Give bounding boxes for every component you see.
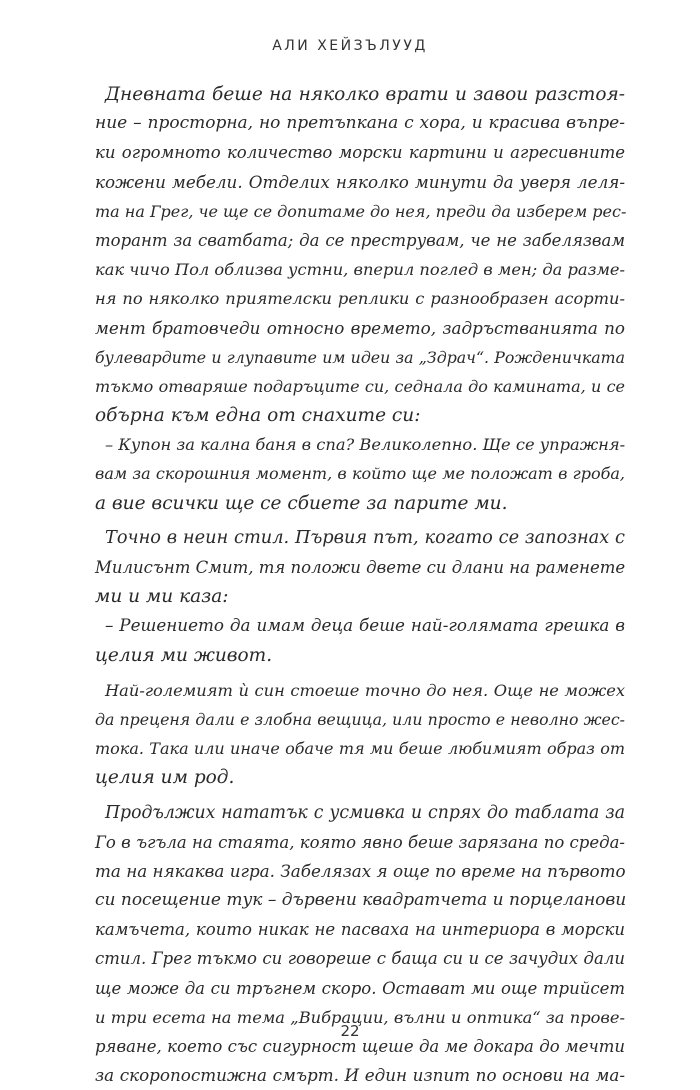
text-line: а вие всички ще се сбиете за парите ми. xyxy=(95,492,508,514)
text-line: целия ми живот. xyxy=(95,644,273,666)
text-line: ми и ми каза: xyxy=(95,586,229,608)
text-line: стил. Грег тъкмо си говореше с баща си и се зачудих дали xyxy=(95,949,625,969)
dialogue-line: – Купон за кална баня в спа? Великолепно. Ще се упражня- xyxy=(105,435,626,455)
text-line: обърна към една от снахите си: xyxy=(95,405,421,427)
text-line: кожени мебели. Отделих няколко минути да уверя леля- xyxy=(95,171,625,192)
text-line: вам за скорошния момент, в който ще ме положат в гроба, xyxy=(95,464,625,484)
text-line: да преценя дали е злобна вещица, или просто е неволно жес- xyxy=(95,709,625,729)
text-line: тока. Така или иначе обаче тя ми беше любимият образ от xyxy=(95,739,625,759)
text-line: Най-големият ѝ син стоеше точно до нея. Още не можех xyxy=(105,680,625,700)
body-text xyxy=(95,80,625,1090)
text-line: и три есета на тема „Вибрации, вълни и оптика“ за прове- xyxy=(95,1007,625,1027)
text-line: ще може да си тръгнем скоро. Остават ми още трийсет xyxy=(95,978,625,998)
text-line: та на някаква игра. Забелязах я още по време на първото xyxy=(95,860,626,881)
text-line: целия им род. xyxy=(95,767,235,789)
text-line: тъкмо отваряше подаръците си, седнала до камината, и се xyxy=(95,376,625,396)
text-line: за скоропостижна смърт. И един изпит по основи на ма- xyxy=(95,1065,625,1086)
text-line: ня по няколко приятелски реплики с разнообразен асорти- xyxy=(95,289,625,309)
text-line: торант за сватбата; да се преструвам, че не забелязвам xyxy=(95,230,625,250)
text-line: Милисънт Смит, тя положи двете си длани на раменете xyxy=(95,558,626,577)
text-line: си посещение тук – дървени квадратчета и порцеланови xyxy=(95,890,627,911)
text-line: булевардите и глупавите им идеи за „Здрач“. Рожденичката xyxy=(95,347,625,367)
text-line: камъчета, които никак не пасваха на интериора в морски xyxy=(95,920,625,940)
dialogue-line: – Решението да имам деца беше най-голямата грешка в xyxy=(105,615,625,636)
text-line: Го в ъгъла на стаята, която явно беше зарязана по среда- xyxy=(95,832,625,852)
page-number: 22 xyxy=(340,1022,360,1040)
text-line: ряване, което със сигурност щеше да ме докара до мечти xyxy=(95,1037,625,1056)
text-line: мент братовчеди относно времето, задръстванията по xyxy=(95,317,625,338)
text-line: ние – просторна, но претъпкана с хора, и красива въпре- xyxy=(95,113,625,134)
text-line: Дневната беше на няколко врати и завои разстоя- xyxy=(105,84,625,105)
text-line: та на Грег, че ще се допитаме до нея, преди да изберем рес- xyxy=(95,201,627,221)
text-line: Продължих нататък с усмивка и спрях до таблата за xyxy=(105,802,625,823)
running-head-author: АЛИ ХЕЙЗЪЛУУД xyxy=(272,38,428,54)
text-line: Точно в неин стил. Първия път, когато се запознах с xyxy=(105,527,625,548)
text-line: ки огромното количество морски картини и агресивните xyxy=(95,143,625,163)
text-line: как чичо Пол облизва устни, вперил поглед в мен; да разме- xyxy=(95,260,626,280)
